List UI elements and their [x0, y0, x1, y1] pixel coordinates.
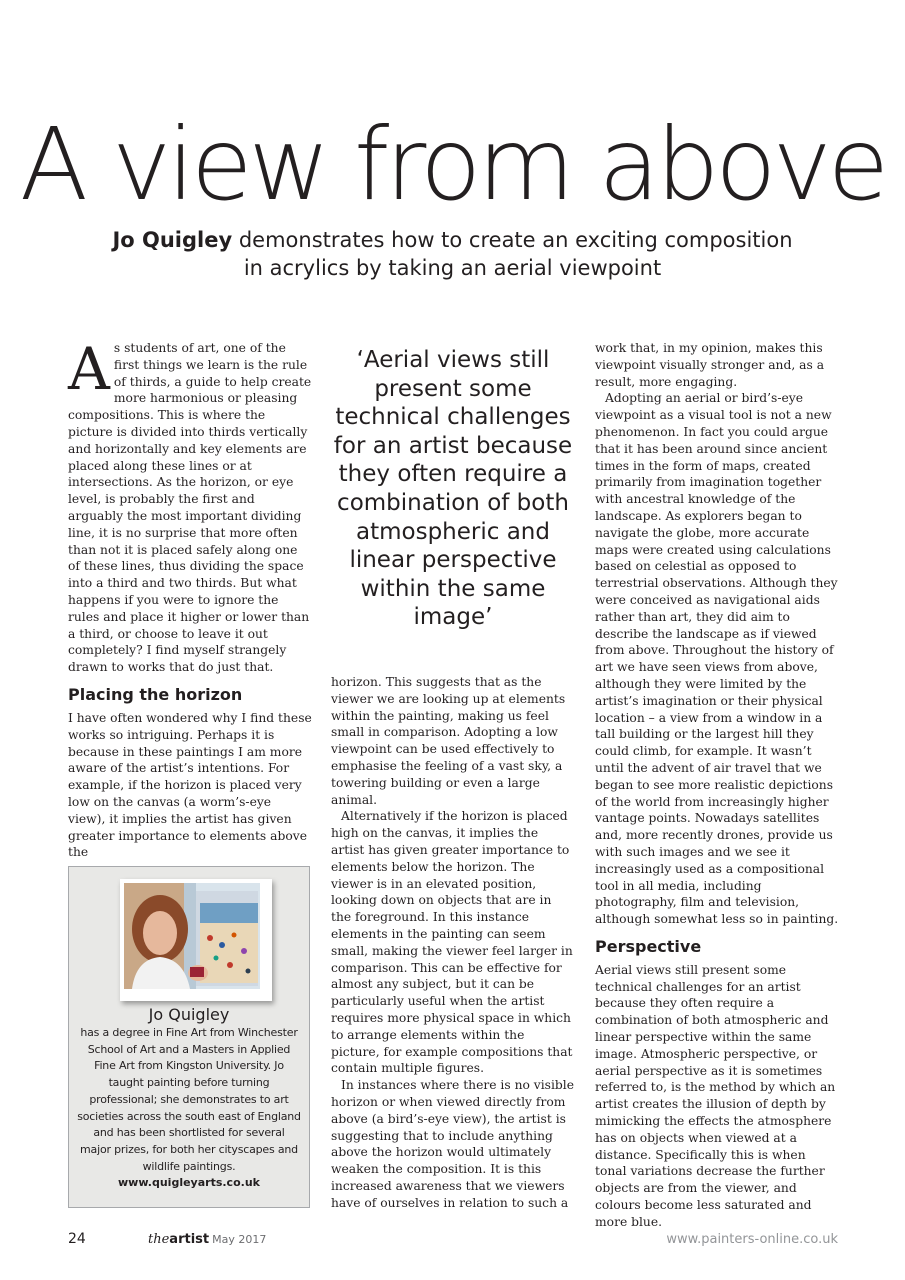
bio-website-link[interactable]: www.quigleyarts.co.uk — [118, 1176, 260, 1189]
issue-date: May 2017 — [212, 1233, 267, 1246]
standfirst — [100, 226, 805, 282]
body-paragraph: I have often wondered why I find these works so intriguing. Perhaps it is because in these paintings I am more aware of the artist’s intentions. For example, if the horizon is placed very low on the canvas (a worm’s-eye view), it implies the artist has given greater importance to elements above the — [68, 710, 312, 860]
body-column-1 — [68, 335, 312, 861]
body-paragraph: Alternatively if the horizon is placed high on the canvas, it implies the artist has given greater importance to elements below the horizon. The viewer is in an elevated position, looking down on objects that are in the foreground. In this instance elements in the painting can seem small, making the viewer feel larger in comparison. This can be effective for almost any subject, but it can be particularly useful when the artist requires more physical space in which to arrange elements within the picture, for example compositions that contain multiple figures. — [331, 809, 573, 1076]
body-column-3 — [595, 340, 839, 1231]
body-paragraph: horizon. This suggests that as the viewer we are looking up at elements within the painting, making us feel small in comparison. Adopting a low viewpoint can be used effectively to emphasise the feeling of a vast sky, a towering building or even a large animal. — [331, 675, 566, 807]
standfirst-line1: demonstrates how to create an exciting composition — [232, 228, 793, 252]
author-photo-image — [124, 883, 260, 989]
standfirst-author: Jo Quigley — [112, 228, 233, 252]
intro-text: s students of art, one of the first things we learn is the rule of thirds, a guide to help create more harmonious or pleasing compositions. This is where the picture is divided into thirds vertically and horizontally and key elements are placed along these lines or at intersections. As the horizon, or eye level, is probably the first and arguably the most important dividing line, it is no surprise that more often than not it is placed safely along one of these lines, thus dividing the space into a third and two thirds. But what happens if you were to ignore the rules and place it higher or lower than a third, or choose to leave it out completely? I find myself strangely drawn to works that do just that. — [68, 341, 312, 675]
magazine-the: the — [148, 1232, 170, 1247]
subhead-placing-horizon: Placing the horizon — [68, 684, 243, 704]
magazine-masthead — [148, 1232, 266, 1247]
bio-text: has a degree in Fine Art from Winchester School of Art and a Masters in Applied Fine Art from Kingston University. Jo taught painting before turning professional; she demonstrates to art societies across the south east of England and has been shortlisted for several major prizes, for both her cityscapes and wildlife paintings. — [77, 1026, 301, 1173]
body-paragraph: In instances where there is no visible horizon or when viewed directly from above (a bird’s-eye view), the artist is suggesting that to include anything above the horizon would ultimately weaken the composition. It is this increased awareness that we viewers have of ourselves in relation to such a — [331, 1078, 575, 1210]
bio-name: Jo Quigley — [148, 1005, 230, 1024]
author-photo — [120, 879, 272, 1001]
page-footer — [68, 1231, 838, 1251]
author-bio-box — [68, 866, 310, 1208]
body-paragraph: Aerial views still present some technical challenges for an artist because they often require a combination of both atmospheric and linear perspective within the same image. Atmospheric perspective, or aerial perspective as it is sometimes referred to, is the method by which an artist creates the illusion of depth by mimicking the effects the atmosphere has on objects when viewed at a distance. Specifically this is when tonal variations decrease the further objects are from the viewer, and colours become less saturated and more blue. — [595, 962, 836, 1229]
subhead-perspective: Perspective — [595, 936, 702, 956]
body-paragraph: Adopting an aerial or bird’s-eye viewpoint as a visual tool is not a new phenomenon. In fact you could argue that it has been around since ancient times in the form of maps, created primarily from imagination together with ancestral knowledge of the landscape. As explorers began to navigate the globe, more accurate maps were created using calculations based on celestial as opposed to terrestrial observations. Although they were conceived as navigational aids rather than art, they did aim to describe the landscape as if viewed from above. Throughout the history of art we have seen views from above, although they were limited by the artist’s imagination or their physical location – a view from a window in a tall building or the largest hill they could climb, for example. It wasn’t until the advent of air travel that we began to see more realistic depictions of the world from increasingly higher vantage points. Nowadays satellites and, more recently drones, provide us with such images and we see it increasingly used as a compositional tool in all media, including photography, film and television, although somewhat less so in painting. — [595, 391, 839, 927]
pull-quote: ‘Aerial views still present some technical challenges for an artist because they often require a combination of both atmospheric and linear perspective within the same image’ — [333, 347, 573, 631]
page-number: 24 — [68, 1231, 86, 1247]
footer-website-link[interactable]: www.painters-online.co.uk — [666, 1232, 838, 1247]
standfirst-line2: in acrylics by taking an aerial viewpoint — [243, 256, 662, 280]
magazine-name: artist — [169, 1232, 210, 1247]
headline: A view from above — [19, 106, 886, 223]
body-paragraph: work that, in my opinion, makes this viewpoint visually stronger and, as a result, more engaging. — [595, 341, 825, 389]
drop-cap: A — [68, 335, 110, 403]
body-column-2 — [331, 674, 575, 1212]
intro-paragraph — [68, 335, 312, 676]
